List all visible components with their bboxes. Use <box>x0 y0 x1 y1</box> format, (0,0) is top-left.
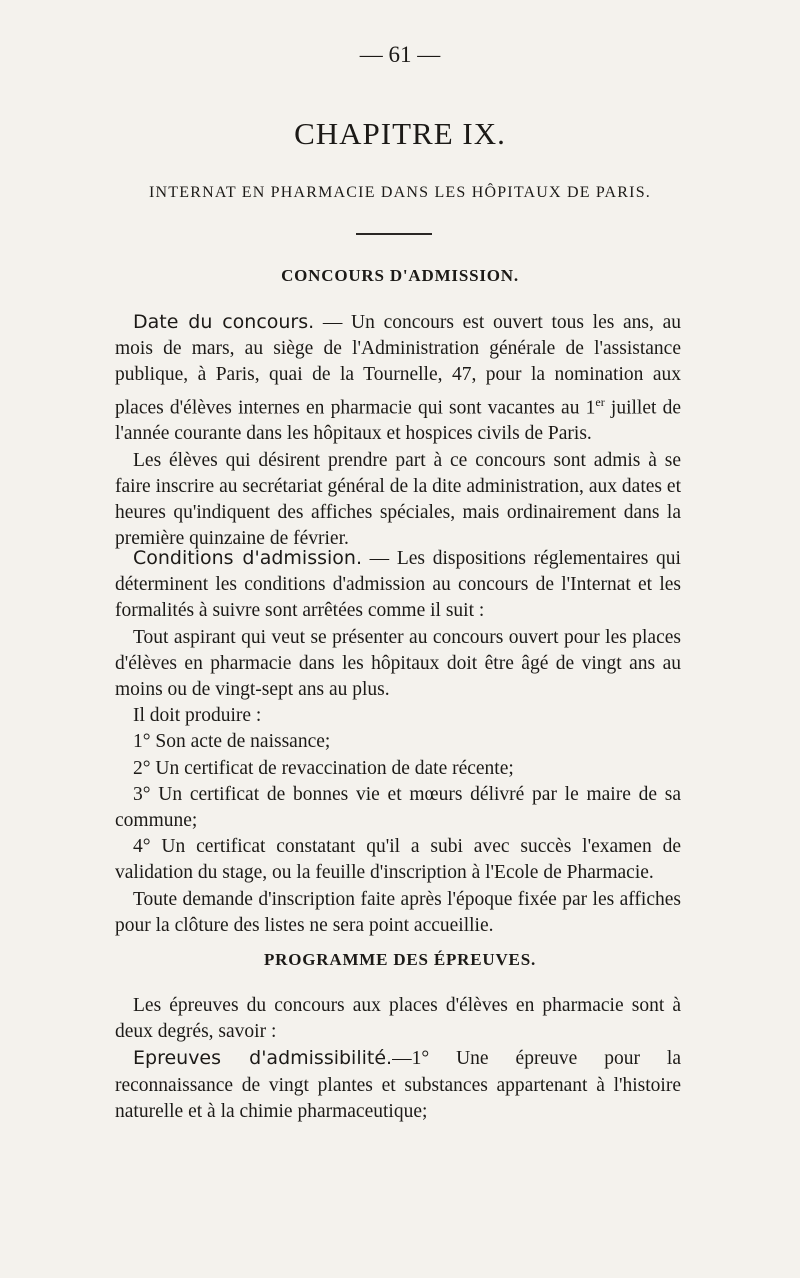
list-item: 4° Un certificat constatant qu'il a subi avec succès l'examen de validation du stage, ou la feuille d'inscription à l'Ecole de Pharmacie. <box>115 836 681 884</box>
conditions-lead: Conditions d'admission. <box>133 547 362 569</box>
date-concours-paragraph <box>115 309 681 448</box>
admissibilite-paragraph <box>115 1045 681 1125</box>
page-number: — 61 — <box>359 42 441 67</box>
produire-intro: Il doit produire : <box>133 705 262 727</box>
date-concours-block <box>115 309 681 552</box>
section-divider <box>356 233 432 235</box>
date-concours-superscript: er <box>595 394 605 409</box>
conditions-text: — Les dispositions réglementaires qui déterminent les conditions d'admission au concours de l'Internat et les formalités à suivre sont arrêtées comme il suit : <box>115 548 681 622</box>
programme-block <box>115 993 681 1125</box>
conditions-block <box>115 545 681 939</box>
inscription-paragraph: Les élèves qui désirent prendre part à ce concours sont admis à se faire inscrire au secrétariat général de la dite administration, aux dates et heures qu'indiquent des affiches spéciales, mais ordinairement dans la première quinzaine de février. <box>115 449 681 550</box>
section-heading-programme: PROGRAMME DES ÉPREUVES. <box>264 950 536 969</box>
programme-intro: Les épreuves du concours aux places d'élèves en pharmacie sont à deux degrés, savoir : <box>115 995 681 1043</box>
age-paragraph: Tout aspirant qui veut se présenter au concours ouvert pour les places d'élèves en pharmacie dans les hôpitaux doit être âgé de vingt ans au moins ou de vingt-sept ans au plus. <box>115 626 681 701</box>
list-item: 1° Son acte de naissance; <box>133 731 331 753</box>
admissibilite-lead: Epreuves d'admissibilité. <box>133 1047 393 1070</box>
section-heading-concours: CONCOURS D'ADMISSION. <box>281 266 519 285</box>
admissibilite-text: —1° Une épreuve pour la reconnaissance de vingt plantes et substances appartenant à l'histoire naturelle et à la chimie pharmaceutique; <box>115 1048 681 1122</box>
list-item: 3° Un certificat de bonnes vie et mœurs délivré par le maire de sa commune; <box>115 783 681 832</box>
list-item: 2° Un certificat de revaccination de date récente; <box>133 757 514 779</box>
date-concours-text: — Un concours est ouvert tous les ans, au mois de mars, au siège de l'Administration générale de l'assistance publique, à Paris, quai de la Tournelle, 47, pour la nomination aux places d'élèves internes en pharmacie qui sont vacantes au 1 <box>115 312 681 419</box>
date-concours-text-end: juillet de l'année courante dans les hôpitaux et hospices civils de Paris. <box>115 397 681 445</box>
conditions-paragraph <box>115 545 681 625</box>
chapter-title: CHAPITRE IX. <box>294 116 506 151</box>
closing-paragraph: Toute demande d'inscription faite après l'époque fixée par les affiches pour la clôture des listes ne sera point accueillie. <box>115 888 681 936</box>
chapter-subtitle: INTERNAT EN PHARMACIE DANS LES HÔPITAUX DE PARIS. <box>149 184 651 201</box>
date-concours-lead: Date du concours. <box>133 311 315 333</box>
